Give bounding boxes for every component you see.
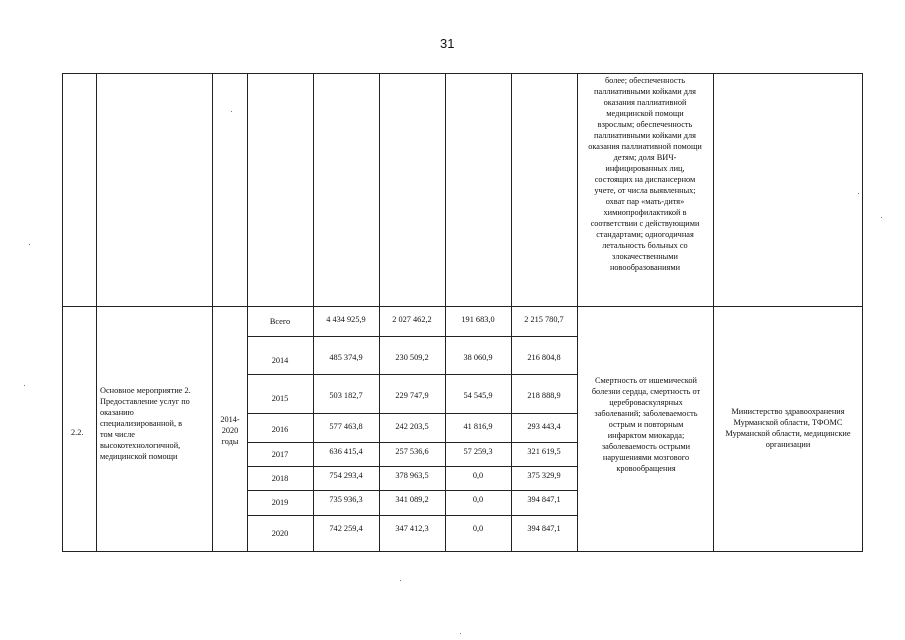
year-separator [247, 336, 577, 337]
amount-regional: 0,0 [472, 471, 484, 480]
year-label: 2020 [271, 529, 289, 538]
amount-federal: 242 203,5 [395, 422, 429, 431]
row-separator [62, 306, 863, 307]
year-separator [247, 374, 577, 375]
amount-regional: 191 683,0 [461, 315, 495, 324]
year-label: 2016 [271, 425, 289, 434]
measure-name-cell: Основное мероприятие 2. Предоставление услуг по оказанию специализированной, в том числе высокотехнологичной, медицинской помощи [100, 386, 191, 461]
col-border [577, 73, 578, 552]
amount-federal: 230 509,2 [395, 353, 429, 362]
year-separator [247, 442, 577, 443]
amount-total: 636 415,4 [329, 447, 363, 456]
scan-speck [24, 385, 25, 386]
year-separator [247, 466, 577, 467]
scan-speck [231, 111, 232, 112]
year-label: 2017 [271, 450, 289, 459]
year-separator [247, 490, 577, 491]
amount-regional: 38 060,9 [463, 353, 493, 362]
row-number: 2.2. [71, 428, 84, 437]
year-label: 2018 [271, 474, 289, 483]
col-border [212, 73, 213, 552]
page-number: 31 [440, 36, 455, 51]
scan-speck [881, 217, 882, 218]
amount-federal: 347 412,3 [395, 524, 429, 533]
amount-other: 321 619,5 [527, 447, 561, 456]
col-border [713, 73, 714, 552]
amount-regional: 0,0 [472, 495, 484, 504]
amount-other: 2 215 780,7 [524, 315, 564, 324]
amount-regional: 54 545,9 [463, 391, 493, 400]
amount-federal: 229 747,9 [395, 391, 429, 400]
year-separator [247, 413, 577, 414]
year-label: Всего [269, 317, 291, 326]
col-border [862, 73, 863, 552]
amount-regional: 0,0 [472, 524, 484, 533]
year-label: 2014 [271, 356, 289, 365]
amount-other: 394 847,1 [527, 495, 561, 504]
amount-other: 218 888,9 [527, 391, 561, 400]
amount-total: 485 374,9 [329, 353, 363, 362]
scan-speck [460, 633, 461, 634]
year-label: 2019 [271, 498, 289, 507]
amount-total: 4 434 925,9 [326, 315, 366, 324]
amount-other: 293 443,4 [527, 422, 561, 431]
amount-total: 735 936,3 [329, 495, 363, 504]
amount-total: 577 463,8 [329, 422, 363, 431]
amount-federal: 2 027 462,2 [392, 315, 432, 324]
period-cell: 2014- 2020 годы [220, 415, 240, 446]
amount-other: 375 329,9 [527, 471, 561, 480]
amount-total: 754 293,4 [329, 471, 363, 480]
amount-other: 394 847,1 [527, 524, 561, 533]
amount-federal: 378 963,5 [395, 471, 429, 480]
top-indicator-cell: более; обеспеченность паллиативными койками для оказания паллиативной медицинской помощи взрослым; обеспеченность паллиативными койками для оказания паллиативной помощи детям; доля ВИЧ- инфицированных лиц, состоящих на диспансерном учете, от числа выявленных; охват пар «мать-дитя» химиопрофилактикой в соответствии с действующими стандартами; одногодичная летальность больных со злокачественными новообразованиями [588, 76, 702, 272]
amount-regional: 41 816,9 [463, 422, 493, 431]
amount-federal: 341 089,2 [395, 495, 429, 504]
amount-other: 216 804,8 [527, 353, 561, 362]
amount-regional: 57 259,3 [463, 447, 493, 456]
year-label: 2015 [271, 394, 289, 403]
amount-total: 742 259,4 [329, 524, 363, 533]
table-top-border [62, 73, 863, 74]
executor-cell: Министерство здравоохранения Мурманской области, ТФОМС Мурманской области, медицинские организации [725, 407, 851, 449]
scan-speck [858, 193, 859, 194]
col-border [96, 73, 97, 552]
scan-speck [400, 580, 401, 581]
scan-speck [29, 244, 30, 245]
table-bottom-border [62, 551, 863, 552]
col-border [62, 73, 63, 552]
year-separator [247, 515, 577, 516]
amount-total: 503 182,7 [329, 391, 363, 400]
main-indicator-cell: Смертность от ишемической болезни сердца, смертность от цереброваскулярных заболеваний; заболеваемость острым и повторным инфарктом миокарда; заболеваемость острыми нарушениями мозгового кровообращения [591, 376, 701, 473]
amount-federal: 257 536,6 [395, 447, 429, 456]
